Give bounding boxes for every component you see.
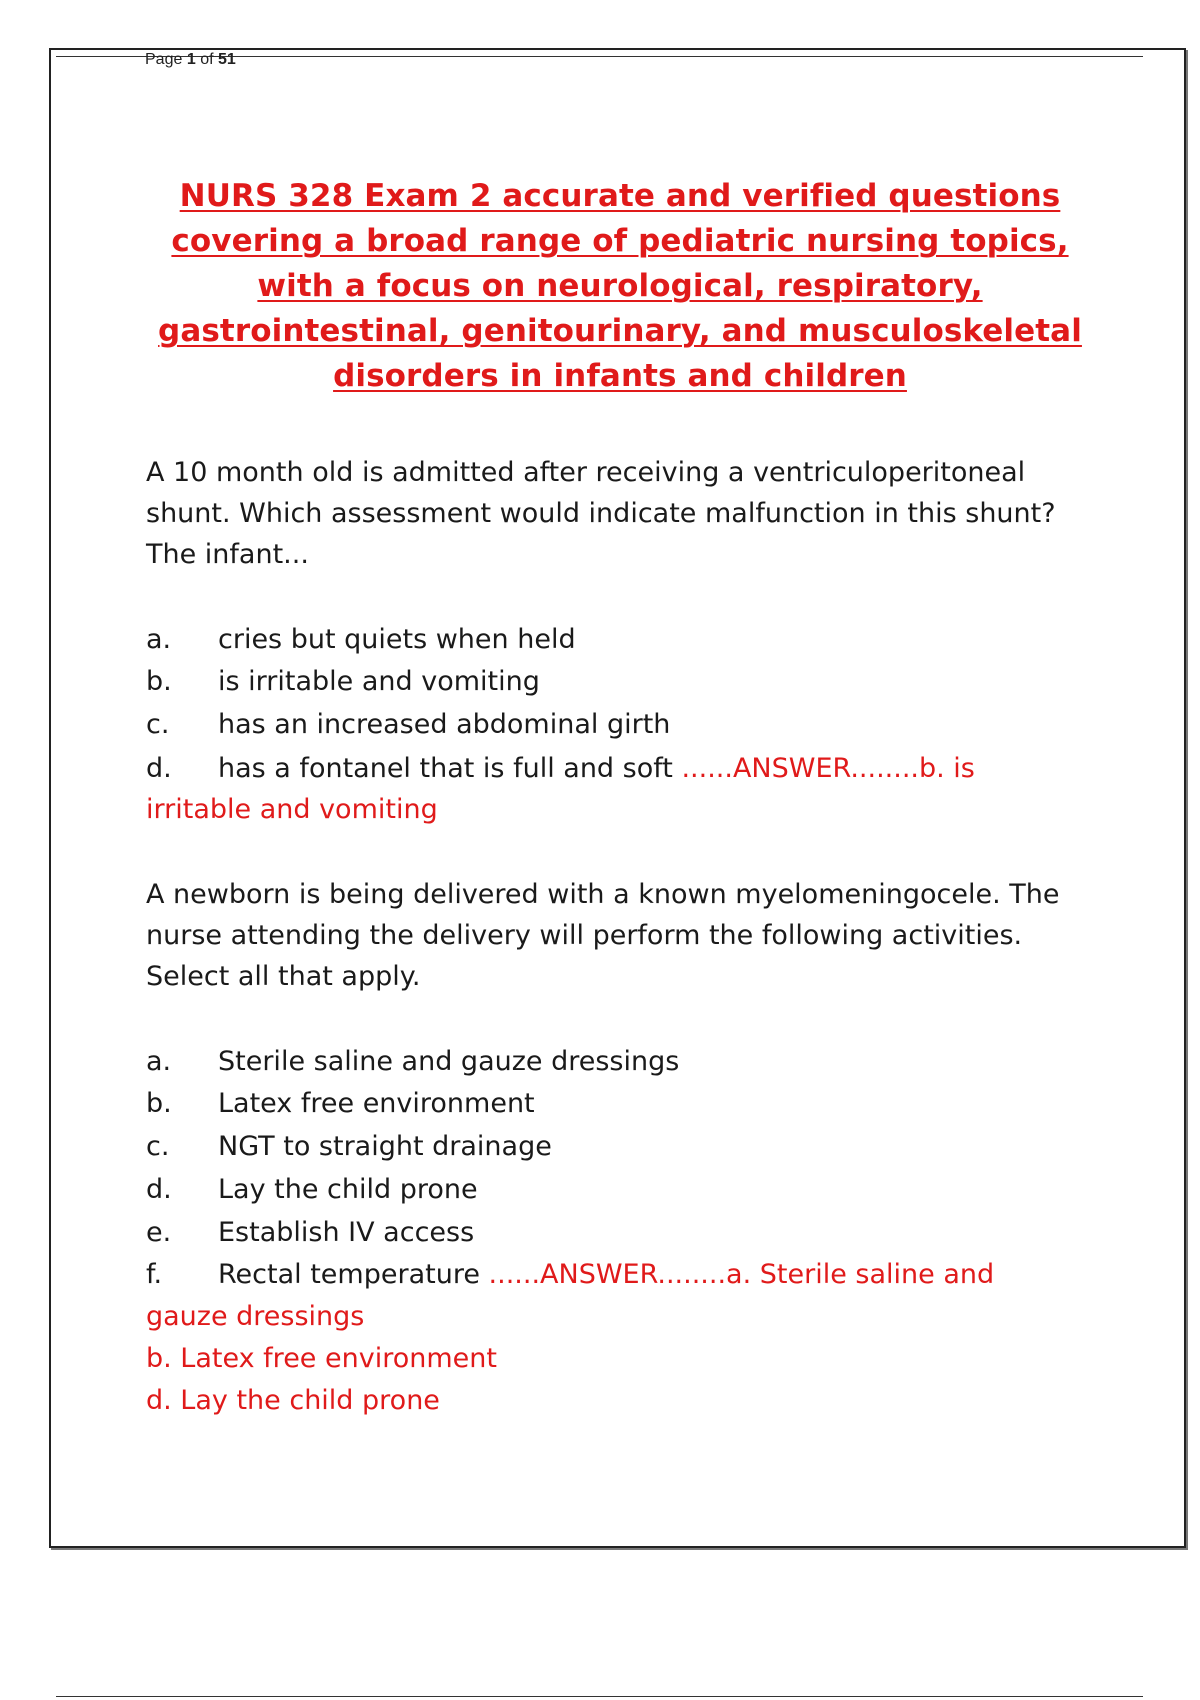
question-2-option-f <box>146 1254 994 1296</box>
question-1-stem: A 10 month old is admitted after receiving a ventriculoperitoneal shunt. Which assessment would indicate malfunction in this shunt? The infant... <box>146 457 1056 570</box>
option-letter: d. <box>146 753 172 784</box>
option-text: Latex free environment <box>218 1088 535 1119</box>
option-text: NGT to straight drainage <box>218 1131 552 1162</box>
document-title: NURS 328 Exam 2 accurate and verified questions covering a broad range of pediatric nursing topics, with a focus on neurological, respiratory, gastrointestinal, genitourinary, and musculoskeletal disorders in infants and children <box>158 178 1082 394</box>
question-2-stem: A newborn is being delivered with a known myelomeningocele. The nurse attending the delivery will perform the following activities. Select all that apply. <box>146 879 1060 992</box>
question-2-answer-line: d. Lay the child prone <box>146 1385 440 1416</box>
option-text: has a fontanel that is full and soft <box>218 753 673 784</box>
page-of: of <box>200 51 214 68</box>
question-2-option-a <box>146 1041 679 1083</box>
page-current: 1 <box>186 51 196 68</box>
option-text: cries but quiets when held <box>218 624 576 655</box>
option-text: Lay the child prone <box>218 1174 478 1205</box>
question-1-option-a <box>146 619 576 661</box>
question-2-option-d <box>146 1169 478 1211</box>
option-letter: e. <box>146 1217 172 1248</box>
question-2-answer-inline: ......ANSWER........a. Sterile saline and <box>488 1259 995 1290</box>
option-text: Rectal temperature <box>218 1259 480 1290</box>
question-1-option-d <box>146 748 975 790</box>
option-letter: f. <box>146 1259 163 1290</box>
option-text: Establish IV access <box>218 1217 475 1248</box>
question-2-option-e <box>146 1212 474 1254</box>
option-text: Sterile saline and gauze dressings <box>218 1046 680 1077</box>
option-letter: b. <box>146 1088 172 1119</box>
option-text: is irritable and vomiting <box>218 666 540 697</box>
option-letter: d. <box>146 1174 172 1205</box>
question-1-answer-inline: ......ANSWER........b. is <box>681 753 975 784</box>
footer-rule <box>56 1696 1143 1697</box>
question-2-answer-line: gauze dressings <box>146 1301 365 1332</box>
question-1-option-b <box>146 661 540 703</box>
page-total: 51 <box>217 51 236 68</box>
option-text: has an increased abdominal girth <box>218 709 671 740</box>
option-letter: c. <box>146 1131 170 1162</box>
page-prefix: Page <box>145 51 183 68</box>
page-number <box>145 51 236 69</box>
question-2-option-c <box>146 1126 552 1168</box>
option-letter: b. <box>146 666 172 697</box>
option-letter: a. <box>146 624 172 655</box>
question-2-option-b <box>146 1083 535 1125</box>
option-letter: c. <box>146 709 170 740</box>
question-1-answer-line: irritable and vomiting <box>146 794 438 825</box>
option-letter: a. <box>146 1046 172 1077</box>
question-1-option-c <box>146 704 670 746</box>
question-2-answer-line: b. Latex free environment <box>146 1343 497 1374</box>
